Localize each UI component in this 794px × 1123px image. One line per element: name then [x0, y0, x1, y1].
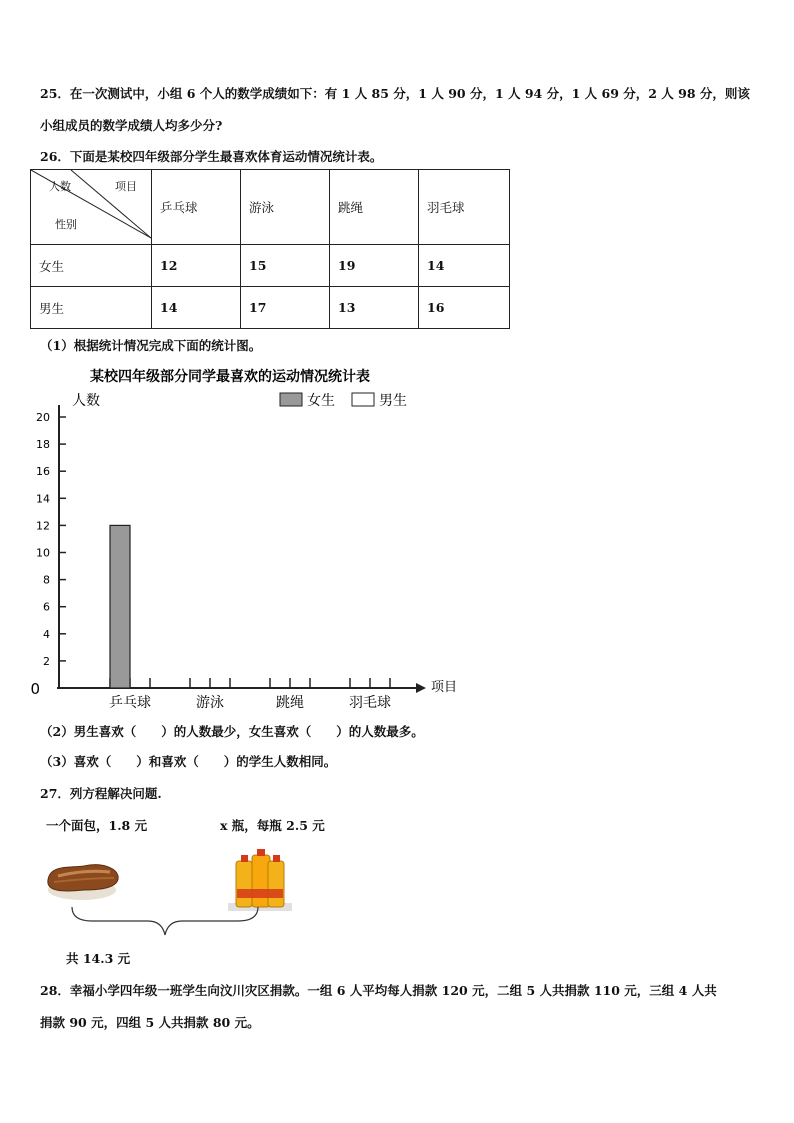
total-brace: [70, 905, 270, 941]
stats-table: [30, 169, 510, 329]
row-label-male: 男生: [31, 287, 152, 329]
col-header-swimming: 游泳: [241, 170, 330, 245]
q26-sub1: （1）根据统计情况完成下面的统计图。: [40, 338, 262, 353]
q28-line2: 捐款 90 元，四组 5 人共捐款 80 元。: [40, 1015, 260, 1030]
cell-male-badminton: 16: [419, 287, 510, 329]
corner-item-label: 项目: [115, 180, 137, 193]
q28-line1: 28．幸福小学四年级一班学生向汶川灾区捐款。一组 6 人平均每人捐款 120 元，二组 5 人共捐款 110 元，三组 4 人共: [40, 983, 717, 998]
q27-intro: 27．列方程解决问题.: [40, 786, 162, 801]
cell-female-swimming: 15: [241, 245, 330, 287]
y-axis-label: 人数: [72, 393, 100, 409]
chart-title: 某校四年级部分同学最喜欢的运动情况统计表: [90, 369, 370, 385]
legend-label-male: 男生: [379, 393, 407, 409]
q26-intro: 26．下面是某校四年级部分学生最喜欢体育运动情况统计表。: [40, 149, 383, 164]
cell-male-jumprope: 13: [330, 287, 419, 329]
table-row: [31, 245, 510, 287]
y-tick-label: 12: [36, 519, 50, 533]
y-tick-label: 4: [43, 627, 50, 641]
q26-sub3: （3）喜欢（ ）和喜欢（ ）的学生人数相同。: [40, 754, 337, 769]
total-price-label: 共 14.3 元: [66, 951, 131, 966]
bread-image: [44, 846, 124, 908]
corner-gender-label: 性别: [55, 218, 77, 231]
cell-female-pingpong: 12: [152, 245, 241, 287]
y-tick-label: 14: [36, 492, 50, 506]
x-category-label: 羽毛球: [349, 695, 391, 711]
bread-price-label: 一个面包，1.8 元: [46, 818, 148, 833]
x-category-label: 乒乓球: [109, 695, 151, 711]
x-category-label: 游泳: [196, 695, 224, 711]
col-header-jumprope: 跳绳: [330, 170, 419, 245]
cell-male-pingpong: 14: [152, 287, 241, 329]
y-tick-label: 20: [36, 411, 50, 424]
row-label-female: 女生: [31, 245, 152, 287]
y-tick-label: 18: [36, 438, 50, 452]
col-header-badminton: 羽毛球: [419, 170, 510, 245]
x-axis-arrow: [416, 683, 426, 693]
table-row: [31, 287, 510, 329]
bar-female: [110, 525, 130, 688]
legend-swatch-male: [352, 393, 374, 406]
corner-count-label: 人数: [49, 180, 71, 193]
y-tick-label: 0: [30, 680, 40, 698]
cell-female-badminton: 14: [419, 245, 510, 287]
cell-female-jumprope: 19: [330, 245, 419, 287]
y-tick-label: 8: [43, 573, 50, 587]
table-corner-cell: [31, 170, 152, 245]
cell-male-swimming: 17: [241, 287, 330, 329]
q25-line2: 小组成员的数学成绩人均多少分?: [40, 118, 223, 133]
legend-label-female: 女生: [307, 393, 335, 409]
bar-chart: [0, 355, 794, 715]
legend-swatch-female: [280, 393, 302, 406]
juice-price-label: x 瓶，每瓶 2.5 元: [220, 818, 325, 833]
q25-line1: 25．在一次测试中，小组 6 个人的数学成绩如下：有 1 人 85 分，1 人 90 分，1 人 94 分，1 人 69 分，2 人 98 分，则该: [40, 86, 750, 101]
y-tick-label: 16: [36, 465, 50, 479]
y-tick-label: 10: [36, 546, 50, 560]
q26-sub2: （2）男生喜欢（ ）的人数最少，女生喜欢（ ）的人数最多。: [40, 724, 424, 739]
col-header-pingpong: 乒乓球: [152, 170, 241, 245]
x-axis-label: 项目: [431, 680, 458, 695]
y-tick-label: 2: [43, 654, 50, 668]
x-category-label: 跳绳: [276, 695, 304, 711]
y-tick-label: 6: [43, 600, 50, 614]
